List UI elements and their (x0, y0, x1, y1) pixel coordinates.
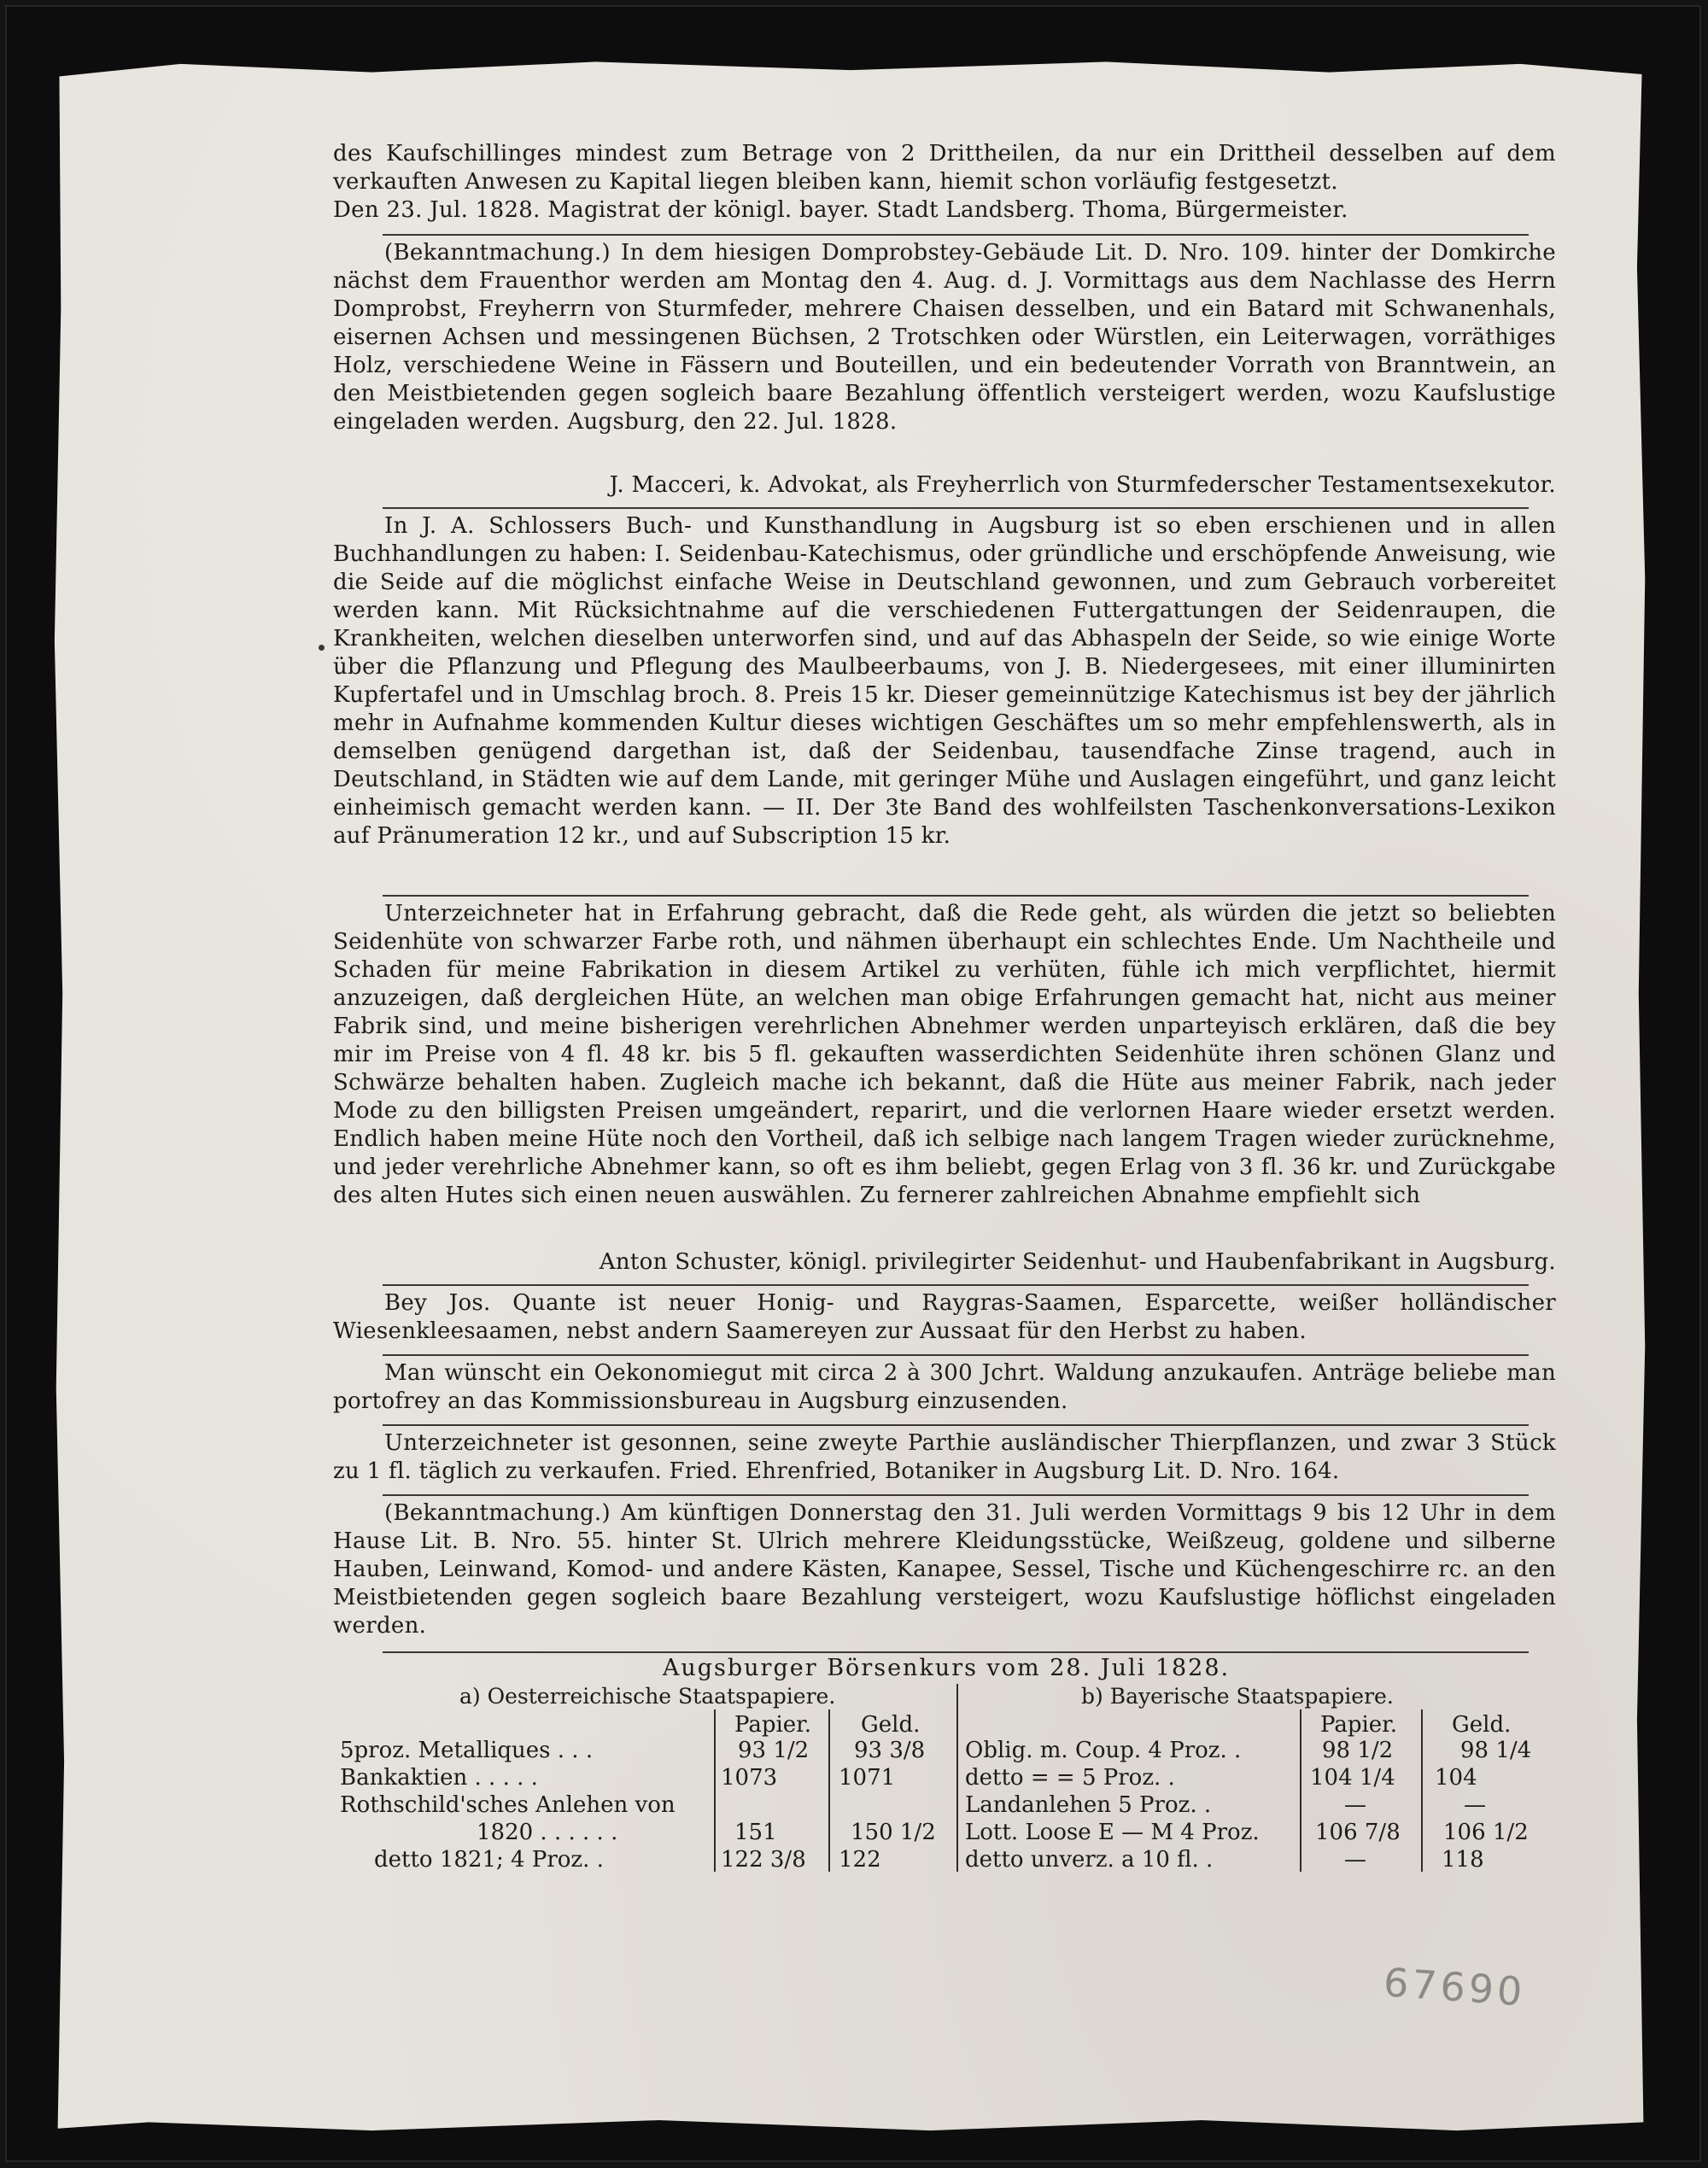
exchange-rates-table (340, 1655, 1553, 1877)
geld-value: 118 (1442, 1847, 1484, 1873)
security-name: 1820 . . . . . . (477, 1820, 618, 1845)
papier-value: 98 1/2 (1322, 1738, 1394, 1763)
notice-oekonomiegut: Man wünscht ein Oekonomiegut mit circa 2 à 300 Jchrt. Waldung anzukaufen. Anträge beliebe man portofrey an das Kommissionsbureau in Augsburg einzusenden. (333, 1360, 1556, 1414)
security-name: detto = = 5 Proz. . (965, 1765, 1175, 1791)
papier-value: 104 1/4 (1310, 1765, 1395, 1791)
papier-value: 122 3/8 (721, 1847, 806, 1873)
col-papier-right: Papier. (1320, 1712, 1398, 1738)
papier-value: — (1344, 1847, 1366, 1873)
geld-value: 1071 (839, 1765, 896, 1791)
divider (383, 1354, 1529, 1356)
papier-value: 1073 (721, 1765, 778, 1791)
notice-auction-st-ulrich: (Bekanntmachung.) Am künftigen Donnerstag den 31. Juli werden Vormittags 9 bis 12 Uhr in dem Hause Lit. B. Nro. 55. hinter St. Ulrich mehrere Kleidungsstücke, Weißzeug, goldene und silberne Hauben, Leinwand, Komod- und andere Kästen, Kanapee, Sessel, Tische und Küchengeschirre rc. an den Meistbietenden gegen sogleich baare Bezahlung versteigert, wozu Kaufslustige höflichst eingeladen werden. (333, 1500, 1556, 1639)
security-name: Landanlehen 5 Proz. . (965, 1792, 1212, 1818)
bavarian-heading: b) Bayerische Staatspapiere. (1081, 1684, 1394, 1709)
security-name: Rothschild'sches Anlehen von (340, 1792, 676, 1818)
papier-value: — (1344, 1792, 1366, 1818)
col-papier-left: Papier. (734, 1712, 812, 1738)
col-geld-right: Geld. (1452, 1712, 1512, 1738)
security-name: Oblig. m. Coup. 4 Proz. . (965, 1738, 1242, 1763)
divider (383, 1651, 1529, 1653)
geld-value: — (1464, 1792, 1486, 1818)
notice-schlosser-bookshop: In J. A. Schlossers Buch- und Kunsthandlung in Augsburg ist so eben erschienen und in allen Buchhandlungen zu haben: I. Seidenbau-Katechismus, oder gründliche und erschöpfende Anweisung, wie die Seide auf die möglichst einfache Weise in Deutschland gewonnen, und zum Gebrauch vorbereitet werden kann. Mit Rücksichtnahme auf die verschiedenen Futtergattungen der Seidenraupen, die Krankheiten, welchen dieselben unterworfen sind, und auf das Abhaspeln der Seide, so wie einige Worte über die Pflanzung und Pflegung des Maulbeerbaums, von J. B. Niedergesees, mit einer illuminirten Kupfertafel und in Umschlag broch. 8. Preis 15 kr. Dieser gemeinnützige Katechismus ist bey der jährlich mehr in Aufnahme kommenden Kultur dieses wichtigen Geschäftes um so mehr empfehlenswerth, als in demselben genügend dargethan ist, daß der Seidenbau, tausendfache Zinse tragend, auch in Deutschland, in Städten wie auf dem Lande, mit geringer Mühe und Auslagen eingeführt, und ganz leicht einheimisch gemacht werden kann. — II. Der 3te Band des wohlfeilsten Taschenkonversations-Lexikon auf Pränumeration 12 kr., und auf Subscription 15 kr. (333, 513, 1556, 849)
column-rule (1421, 1709, 1423, 1872)
papier-value: 106 7/8 (1315, 1820, 1401, 1845)
notice-ehrenfried-plants: Unterzeichneter ist gesonnen, seine zweyte Parthie ausländischer Thierpflanzen, und zwar 3 Stück zu 1 fl. täglich zu verkaufen. Fried. Ehrenfried, Botaniker in Augsburg Lit. D. Nro. 164. (333, 1430, 1556, 1484)
ink-mark (319, 645, 325, 651)
security-name: Lott. Loose E — M 4 Proz. (965, 1820, 1260, 1845)
geld-value: 150 1/2 (851, 1820, 936, 1845)
divider (383, 1494, 1529, 1496)
security-name: Bankaktien . . . . . (340, 1765, 538, 1791)
security-name: detto 1821; 4 Proz. . (374, 1847, 604, 1873)
exchange-title: Augsburger Börsenkurs vom 28. Juli 1828. (662, 1655, 1231, 1681)
papier-value: 93 1/2 (738, 1738, 810, 1763)
notice-quante-seeds: Bey Jos. Quante ist neuer Honig- und Raygras-Saamen, Esparcette, weißer holländischer Wiesenkleesaamen, nebst andern Saamereyen zur Aussaat für den Herbst zu haben. (333, 1290, 1556, 1344)
geld-value: 104 (1435, 1765, 1477, 1791)
divider (383, 1424, 1529, 1426)
geld-value: 122 (839, 1847, 881, 1873)
column-rule (828, 1709, 830, 1872)
security-name: detto unverz. a 10 fl. . (965, 1847, 1214, 1873)
austrian-heading: a) Oesterreichische Staatspapiere. (459, 1684, 836, 1709)
divider (383, 234, 1529, 236)
geld-value: 98 1/4 (1460, 1738, 1532, 1763)
column-rule (956, 1684, 958, 1872)
archive-accession-number: 67690 (1382, 1959, 1528, 2015)
divider (383, 507, 1529, 509)
signature-macceri: J. Macceri, k. Advokat, als Freyherrlich von Sturmfederscher Testamentsexekutor. (609, 472, 1556, 498)
security-name: 5proz. Metalliques . . . (340, 1738, 594, 1763)
geld-value: 93 3/8 (854, 1738, 926, 1763)
notice-landsberg: des Kaufschillinges mindest zum Betrage von 2 Drittheilen, da nur ein Drittheil desselben auf dem verkauften Anwesen zu Kapital liegen bleiben kann, hiemit schon vorläufig festgesetzt. Den 23. Jul. 1828. Magistrat der königl. bayer. Stadt Landsberg. Thoma, Bürgermeister. (333, 141, 1556, 223)
notice-schuster-hats: Unterzeichneter hat in Erfahrung gebracht, daß die Rede geht, als würden die jetzt so beliebten Seidenhüte von schwarzer Farbe roth, und nähmen überhaupt ein schlechtes Ende. Um Nachtheile und Schaden für meine Fabrikation in diesem Artikel zu verhüten, fühle ich mich verpflichtet, hiermit anzuzeigen, daß dergleichen Hüte, an welchen man obige Erfahrungen gemacht hat, nicht aus meiner Fabrik sind, und meine bisherigen verehrlichen Abnehmer werden unparteyisch erklären, daß die bey mir im Preise von 4 fl. 48 kr. bis 5 fl. gekauften wasserdichten Seidenhüte ihren schönen Glanz und Schwärze behalten haben. Zugleich mache ich bekannt, daß die Hüte aus meiner Fabrik, nach jeder Mode zu den billigsten Preisen umgeändert, reparirt, und die verlornen Haare wieder ersetzt werden. Endlich haben meine Hüte noch den Vortheil, daß ich selbige nach langem Tragen wieder zurücknehme, und jeder verehrliche Abnehmer kann, so oft es ihm beliebt, gegen Erlag von 3 fl. 36 kr. und Zurückgabe des alten Hutes sich einen neuen auswählen. Zu fernerer zahlreichen Abnahme empfiehlt sich (333, 901, 1556, 1208)
column-rule (1300, 1709, 1301, 1872)
divider (383, 895, 1529, 897)
signature-schuster: Anton Schuster, königl. privilegirter Seidenhut- und Haubenfabrikant in Augsburg. (599, 1249, 1556, 1275)
geld-value: 106 1/2 (1443, 1820, 1529, 1845)
divider (383, 1284, 1529, 1286)
column-rule (714, 1709, 716, 1872)
col-geld-left: Geld. (861, 1712, 921, 1738)
papier-value: 151 (734, 1820, 777, 1845)
notice-domprobstey: (Bekanntmachung.) In dem hiesigen Domprobstey-Gebäude Lit. D. Nro. 109. hinter der Domkirche nächst dem Frauenthor werden am Montag den 4. Aug. d. J. Vormittags aus dem Nachlasse des Herrn Domprobst, Freyherrn von Sturmfeder, mehrere Chaisen desselben, und ein Batard mit Schwanenhals, eisernen Achsen und messingenen Büchsen, 2 Trotschken oder Würstlen, ein Leiterwagen, vorräthiges Holz, verschiedene Weine in Fässern und Bouteillen, und ein bedeutender Vorrath von Branntwein, an den Meistbietenden gegen sogleich baare Bezahlung öffentlich versteigert werden, wozu Kaufslustige eingeladen werden. Augsburg, den 22. Jul. 1828. (333, 240, 1556, 435)
